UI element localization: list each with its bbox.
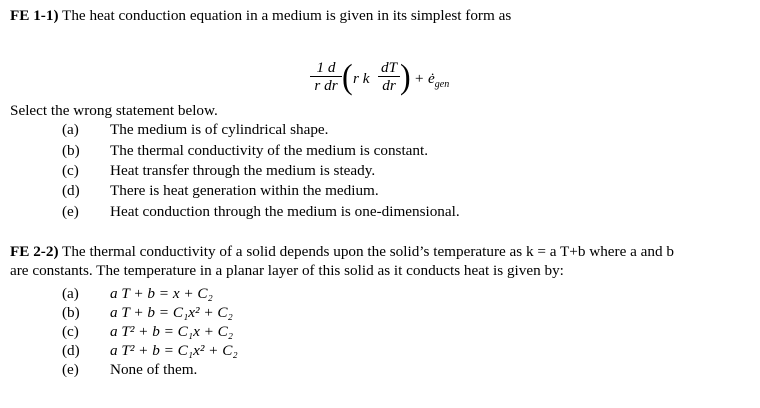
question-2-header bbox=[10, 243, 674, 261]
q1-option-d-text: There is heat generation within the medium. bbox=[110, 182, 379, 199]
q1-option-b-text: The thermal conductivity of the medium is constant. bbox=[110, 142, 429, 159]
question-1-header bbox=[10, 7, 511, 25]
equation-open-paren: ( bbox=[342, 56, 353, 96]
equation-plus-e: + ė bbox=[414, 70, 435, 87]
equation-fraction-1 bbox=[310, 60, 342, 93]
q2-option-b-label: (b) bbox=[62, 304, 80, 321]
q2-option-a-text: a T + b = x + C₂ bbox=[110, 285, 213, 302]
equation-frac1-denominator: r dr bbox=[314, 77, 338, 94]
q2-option-c-label: (c) bbox=[62, 323, 79, 340]
q1-option-e-text: Heat conduction through the medium is one-dimensional. bbox=[110, 203, 460, 220]
q1-option-a-text: The medium is of cylindrical shape. bbox=[110, 121, 329, 138]
question-2-text-line1: The thermal conductivity of a solid depends upon the solid’s temperature as k = a T+b where a and b bbox=[58, 243, 674, 260]
q1-option-d-label: (d) bbox=[62, 182, 80, 199]
equation-frac1-numerator: 1 d bbox=[316, 59, 336, 76]
question-2-text-line2: are constants. The temperature in a planar layer of this solid as it conducts heat is given by: bbox=[10, 262, 564, 279]
q2-option-e-label: (e) bbox=[62, 361, 79, 378]
question-1-label: FE 1-1) bbox=[10, 7, 59, 24]
q1-option-e-label: (e) bbox=[62, 203, 79, 220]
q1-option-b-label: (b) bbox=[62, 142, 80, 159]
question-2-label: FE 2-2) bbox=[10, 243, 59, 260]
q2-option-c-text: a T² + b = C₁x + C₂ bbox=[110, 323, 234, 340]
q2-option-b-text: a T + b = C₁x² + C₂ bbox=[110, 304, 233, 321]
equation-rk: r k bbox=[353, 70, 370, 87]
q2-option-e-text: None of them. bbox=[110, 361, 198, 378]
equation-frac2-denominator: dr bbox=[382, 77, 396, 94]
q1-option-c-label: (c) bbox=[62, 162, 79, 179]
question-1-prompt: Select the wrong statement below. bbox=[10, 102, 218, 119]
equation-generation-term bbox=[414, 70, 450, 91]
equation-frac2-numerator: dT bbox=[380, 59, 398, 76]
equation-gen-subscript: gen bbox=[434, 79, 450, 91]
q2-option-d-text: a T² + b = C₁x² + C₂ bbox=[110, 342, 238, 359]
q2-option-d-label: (d) bbox=[62, 342, 80, 359]
q1-option-c-text: Heat transfer through the medium is steady. bbox=[110, 162, 376, 179]
question-1-text: The heat conduction equation in a medium is given in its simplest form as bbox=[58, 7, 512, 24]
equation-close-paren: ) bbox=[400, 56, 411, 96]
equation-fraction-2 bbox=[378, 60, 400, 93]
q2-option-a-label: (a) bbox=[62, 285, 79, 302]
heat-conduction-equation bbox=[310, 56, 480, 104]
q1-option-a-label: (a) bbox=[62, 121, 79, 138]
